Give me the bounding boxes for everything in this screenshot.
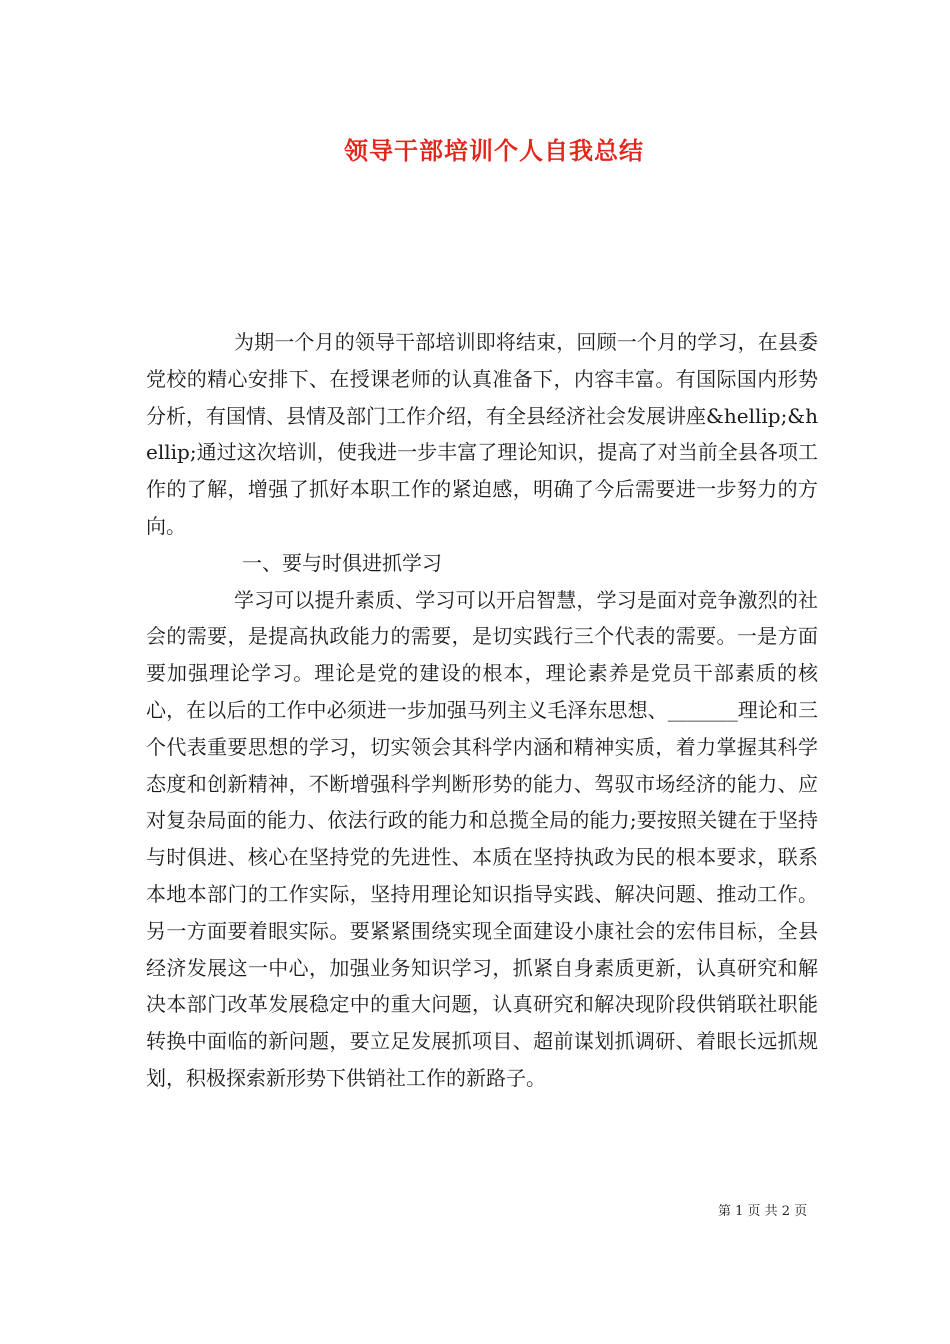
document-body bbox=[146, 324, 818, 1097]
paragraph-intro: 为期一个月的领导干部培训即将结束，回顾一个月的学习，在县委党校的精心安排下、在授课老师的认真准备下，内容丰富。有国际国内形势分析，有国情、县情及部门工作介绍，有全县经济社会发展讲座&hellip;&hellip;通过这次培训，使我进一步丰富了理论知识，提高了对当前全县各项工作的了解，增强了抓好本职工作的紧迫感，明确了今后需要进一步努力的方向。 bbox=[146, 330, 818, 538]
section-heading-1: 一、要与时俱进抓学习 bbox=[242, 550, 442, 575]
paragraph-section-1: 学习可以提升素质、学习可以开启智慧，学习是面对竞争激烈的社会的需要，是提高执政能力的需要，是切实践行三个代表的需要。一是方面要加强理论学习。理论是党的建设的根本，理论素养是党员干部素质的核心，在以后的工作中必须进一步加强马列主义毛泽东思想、_______理论和三个代表重要思想的学习，切实领会其科学内涵和精神实质，着力掌握其科学态度和创新精神，不断增强科学判断形势的能力、驾驭市场经济的能力、应对复杂局面的能力、依法行政的能力和总揽全局的能力;要按照关键在于坚持与时俱进、核心在坚持党的先进性、本质在坚持执政为民的根本要求，联系本地本部门的工作实际，坚持用理论知识指导实践、解决问题、推动工作。另一方面要着眼实际。要紧紧围绕实现全面建设小康社会的宏伟目标，全县经济发展这一中心，加强业务知识学习，抓紧自身素质更新，认真研究和解决本部门改革发展稳定中的重大问题，认真研究和解决现阶段供销联社职能转换中面临的新问题，要立足发展抓项目、超前谋划抓调研、着眼长远抓规划，积极探索新形势下供销社工作的新路子。 bbox=[146, 587, 818, 1090]
page-number-footer: 第 1 页 共 2 页 bbox=[718, 1204, 808, 1219]
page-title: 领导干部培训个人自我总结 bbox=[344, 136, 644, 165]
